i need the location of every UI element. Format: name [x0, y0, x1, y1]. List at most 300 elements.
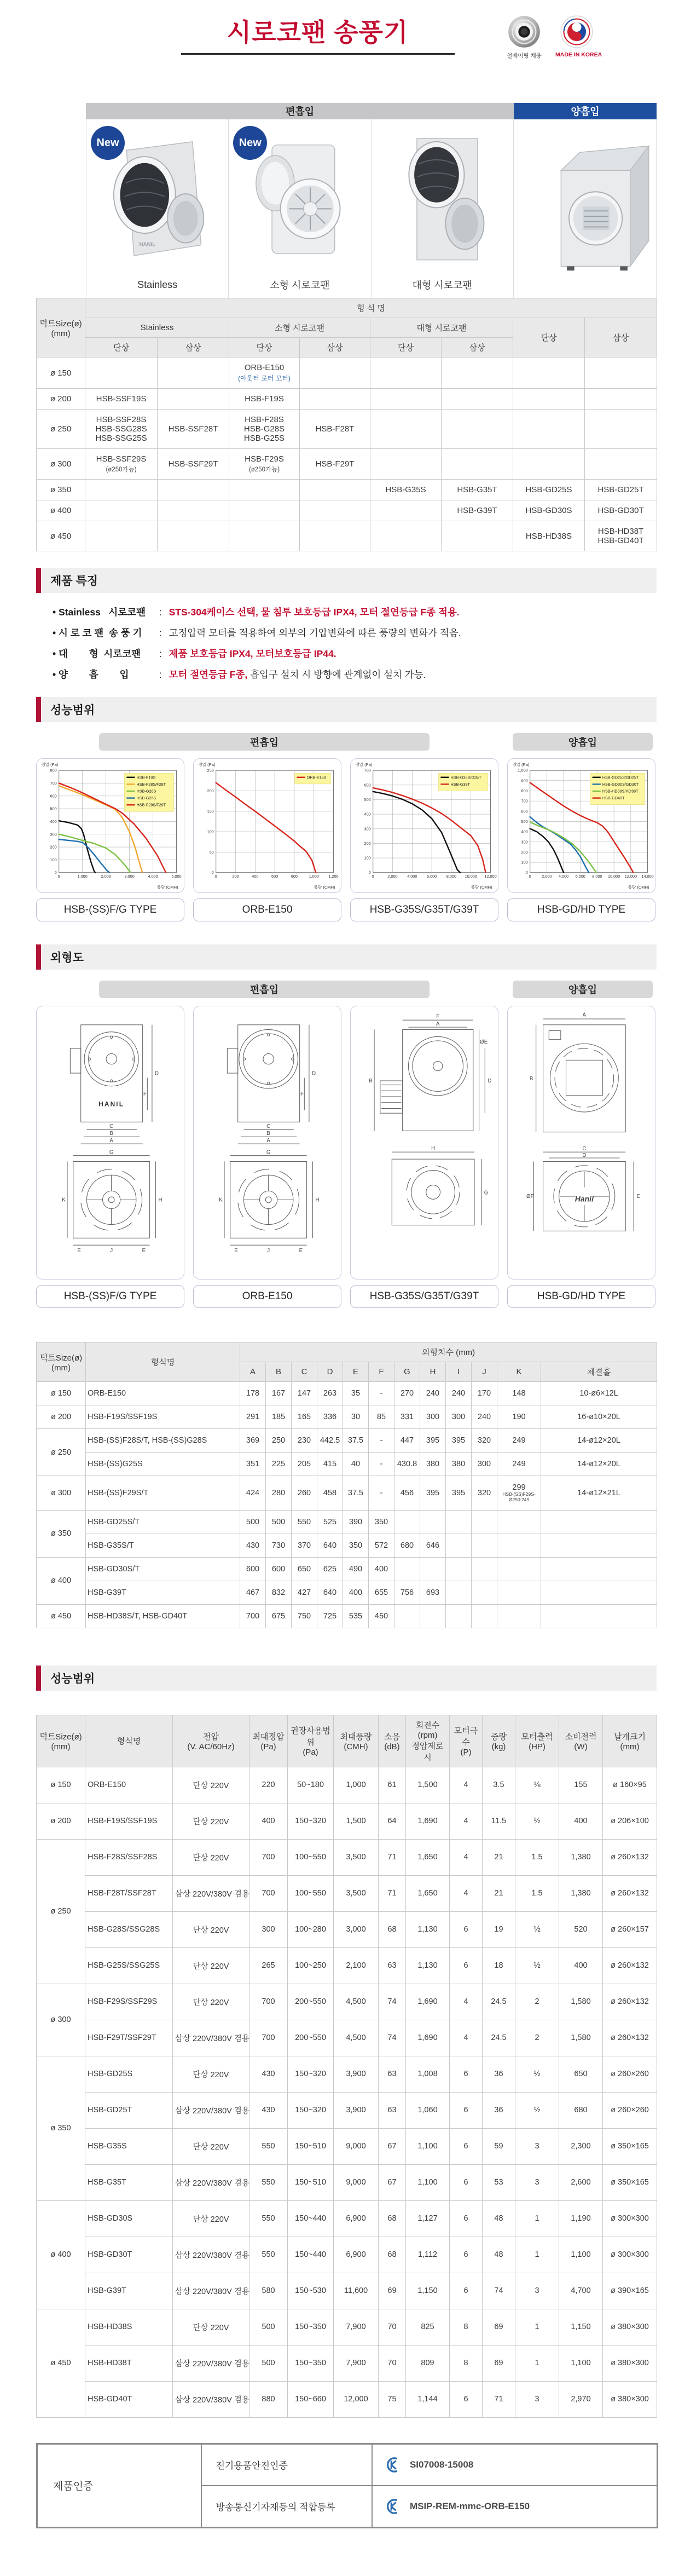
dims-table-cell: 430 — [240, 1534, 266, 1557]
section-accent — [36, 697, 41, 722]
performance-range-section — [0, 697, 679, 921]
svg-text:HSB-GD25S/GD25T: HSB-GD25S/GD25T — [602, 775, 639, 780]
model-table-header-cell: 단상 — [370, 338, 442, 358]
perf-table-cell: 520 — [559, 1911, 603, 1947]
perf-table-cell: HSB-G28S/SSG28S — [85, 1911, 173, 1947]
cert-value — [372, 2486, 658, 2528]
perf-table-cell: 단상 220V — [173, 2200, 249, 2237]
model-table-row — [37, 521, 657, 551]
performance-table — [36, 1715, 657, 2418]
svg-text:600: 600 — [364, 782, 371, 788]
svg-text:0: 0 — [372, 873, 374, 879]
model-table-row — [37, 410, 657, 449]
svg-text:200: 200 — [521, 849, 528, 855]
outline-caption: HSB-(SS)F/G TYPE — [36, 1285, 184, 1308]
perf-table-cell: ½ — [515, 2092, 559, 2128]
perf-table-cell: 1,380 — [559, 1875, 603, 1911]
perf-table-cell: 단상 220V — [173, 1947, 249, 1984]
perf-table-cell: 74 — [379, 1984, 406, 2020]
dims-table-cell: 395 — [420, 1476, 446, 1511]
double-suction-header: 양흡입 — [514, 103, 657, 119]
svg-text:0: 0 — [525, 870, 528, 875]
fan-curve-card — [193, 758, 341, 893]
perf-table-cell: 67 — [379, 2164, 406, 2200]
perf-table-cell: 단상 220V — [173, 1911, 249, 1947]
perf-table-cell: 1,500 — [406, 1767, 450, 1803]
model-table-header-cell: Stainless — [85, 318, 229, 338]
model-table-row — [37, 298, 657, 318]
perf-table-cell: 1.5 — [515, 1839, 559, 1875]
model-table-header-cell: 삼상 — [585, 318, 657, 358]
model-table-cell — [370, 410, 442, 449]
perf-table-cell: 67 — [379, 2128, 406, 2164]
perf-table-cell: 680 — [559, 2092, 603, 2128]
dims-table-cell: HSB-HD38S/T, HSB-GD40T — [86, 1604, 240, 1628]
svg-text:A: A — [266, 1137, 270, 1144]
chart-column — [507, 758, 655, 921]
perf-table-header-cell: 회전수(rpm) 정압제로 시 — [406, 1715, 450, 1767]
outline-caption: ORB-E150 — [193, 1285, 341, 1308]
dims-table-cell: 655 — [369, 1581, 394, 1604]
product-photo — [372, 119, 513, 274]
perf-table-cell: HSB-F29T/SSF29T — [85, 2020, 173, 2056]
svg-text:F: F — [436, 1013, 440, 1019]
model-table-cell: ø 150 — [37, 358, 85, 389]
outline-drawing — [508, 1006, 655, 1279]
outline-panel — [193, 1006, 341, 1280]
perf-table-cell: 74 — [483, 2273, 515, 2309]
perf-table-cell: 1,000 — [334, 1767, 379, 1803]
dims-table-cell: 450 — [369, 1604, 394, 1628]
svg-text:600: 600 — [50, 793, 57, 799]
chart-caption: HSB-GD/HD TYPE — [507, 898, 655, 921]
svg-text:700: 700 — [364, 768, 371, 773]
dims-table-cell: 640 — [317, 1534, 343, 1557]
dims-table-cell: 280 — [266, 1476, 292, 1511]
fan-curve-card — [507, 758, 655, 893]
perf-table-cell: HSB-F19S/SSF19S — [85, 1803, 173, 1839]
model-table-header-cell: 단상 — [229, 338, 300, 358]
product-card — [372, 119, 514, 298]
feature-text: STS-304케이스 선택, 물 침투 보호등급 IPX4, 모터 절연등급 F종 적용. — [169, 607, 460, 618]
svg-text:HSB-F19S: HSB-F19S — [136, 775, 156, 780]
dims-table-cell: HSB-GD25S/T — [86, 1510, 240, 1534]
svg-text:2,000: 2,000 — [542, 873, 552, 879]
perf-table-cell: 3,900 — [334, 2056, 379, 2092]
svg-text:H: H — [158, 1197, 163, 1203]
perf-table-cell: 68 — [379, 2237, 406, 2273]
perf-table-cell: 75 — [379, 2381, 406, 2417]
dims-table-cell: 167 — [266, 1382, 292, 1405]
dims-table-header-cell: J — [472, 1362, 497, 1382]
svg-text:B: B — [109, 1131, 113, 1137]
perf-table-cell: 36 — [483, 2056, 515, 2092]
dims-table-row — [37, 1604, 657, 1628]
svg-text:250: 250 — [207, 768, 214, 773]
perf-table-cell: ø 380×300 — [603, 2309, 657, 2345]
model-table-cell — [85, 480, 158, 500]
svg-text:200: 200 — [364, 840, 371, 846]
model-table-cell: HSB-G39T — [442, 500, 513, 521]
perf-table-cell: 21 — [483, 1839, 515, 1875]
dims-table-cell: ø 300 — [37, 1476, 86, 1511]
dims-table-header-cell: H — [420, 1362, 446, 1382]
svg-text:150: 150 — [207, 809, 214, 814]
svg-text:500: 500 — [364, 797, 371, 802]
perf-table-cell: ø 350×165 — [603, 2164, 657, 2200]
performance-section-bar — [36, 1666, 657, 1691]
perf-table-header-cell: 모터출력 (HP) — [515, 1715, 559, 1767]
feature-item: • 양 흡 입 : 모터 절연등급 F종, 흡입구 설치 시 방향에 관계없이 설치 가능. — [53, 664, 657, 685]
chart-column — [350, 758, 498, 921]
product-gallery-body — [86, 119, 657, 298]
svg-text:HSB-F28S/F28T: HSB-F28S/F28T — [136, 781, 166, 787]
dims-table-cell: 400 — [369, 1557, 394, 1581]
perf-table-cell: 74 — [379, 2020, 406, 2056]
svg-text:정압 (Pa): 정압 (Pa) — [198, 762, 216, 768]
svg-text:D: D — [312, 1070, 316, 1077]
dims-table-header-cell: 체결홀 — [541, 1362, 657, 1382]
svg-text:B: B — [529, 1075, 533, 1082]
perf-table-cell: HSB-GD25S — [85, 2056, 173, 2092]
dims-table-cell: 467 — [240, 1581, 266, 1604]
svg-text:J: J — [110, 1248, 113, 1254]
perf-table-cell: 1,190 — [559, 2200, 603, 2237]
perf-table-cell: 3 — [515, 2273, 559, 2309]
perf-table-cell: 63 — [379, 2056, 406, 2092]
model-table-row — [37, 358, 657, 389]
feature-text: 모터 절연등급 F종, — [169, 669, 248, 680]
performance-range-bar — [36, 697, 657, 722]
perf-table-cell: ø 260×260 — [603, 2092, 657, 2128]
dims-table-cell: 415 — [317, 1453, 343, 1476]
perf-table-cell: 1,580 — [559, 2020, 603, 2056]
fan-curve-card — [350, 758, 498, 893]
outline-drawing — [194, 1006, 341, 1279]
perf-table-row — [37, 2164, 657, 2200]
svg-text:0: 0 — [214, 873, 217, 879]
perf-table-header-cell: 전압 (V. AC/60Hz) — [173, 1715, 249, 1767]
svg-text:100: 100 — [50, 857, 57, 862]
feature-label: • 양 흡 입 — [53, 669, 129, 680]
perf-table-cell: 220 — [249, 1767, 288, 1803]
dims-table-cell: ø 250 — [37, 1429, 86, 1476]
dims-table-cell: 85 — [369, 1405, 394, 1429]
dims-table-cell — [446, 1557, 472, 1581]
perf-table-cell: ø 300×300 — [603, 2237, 657, 2273]
svg-text:14,000: 14,000 — [641, 873, 654, 879]
perf-table-cell: ø 260×132 — [603, 1984, 657, 2020]
model-table-cell: ø 250 — [37, 410, 85, 449]
perf-table-cell: HSB-G35S — [85, 2128, 173, 2164]
perf-table-cell: 2,600 — [559, 2164, 603, 2200]
bearing-logo-caption: 철베어링 채용 — [507, 53, 542, 59]
product-gallery — [86, 103, 657, 298]
dims-table-cell — [541, 1534, 657, 1557]
dims-table-cell: 331 — [394, 1405, 420, 1429]
dims-table-cell: ø 350 — [37, 1510, 86, 1557]
dims-table-row — [37, 1534, 657, 1557]
perf-table-cell: 1,130 — [406, 1911, 450, 1947]
svg-text:4,000: 4,000 — [559, 873, 569, 879]
model-table-row — [37, 500, 657, 521]
model-table-cell — [158, 500, 229, 521]
chart-suction-pills — [36, 733, 657, 751]
model-table-cell: HSB-F29T — [300, 449, 370, 480]
fan-curve-chart — [195, 761, 340, 890]
svg-text:C: C — [582, 1145, 587, 1152]
perf-table-cell: 단상 220V — [173, 1839, 249, 1875]
svg-text:300: 300 — [364, 826, 371, 832]
perf-table-cell: 삼상 220V/380V 겸용 — [173, 2381, 249, 2417]
model-table-cell: HSB-G35S — [370, 480, 442, 500]
svg-text:E: E — [142, 1248, 146, 1254]
dims-table-cell: ORB-E150 — [86, 1382, 240, 1405]
dims-table-cell: 490 — [343, 1557, 369, 1581]
svg-text:0: 0 — [529, 873, 531, 879]
perf-table-cell: ø 300 — [37, 1984, 85, 2056]
perf-table-cell: 삼상 220V/380V 겸용 — [173, 2273, 249, 2309]
perf-table-cell: 69 — [379, 2273, 406, 2309]
model-table-cell: ø 200 — [37, 389, 85, 410]
chart-caption: ORB-E150 — [193, 898, 341, 921]
perf-table-cell: 1 — [515, 2200, 559, 2237]
svg-text:F: F — [300, 1091, 304, 1097]
perf-table-cell: ø 350×165 — [603, 2128, 657, 2164]
dims-table-cell: 350 — [343, 1534, 369, 1557]
dims-table-cell: ø 150 — [37, 1382, 86, 1405]
dims-table-header-cell: 형식명 — [86, 1342, 240, 1382]
perf-table-cell: ø 260×157 — [603, 1911, 657, 1947]
page-header — [0, 0, 679, 87]
perf-table-cell: ø 350 — [37, 2056, 85, 2200]
perf-table-cell: ø 260×260 — [603, 2056, 657, 2092]
section-accent — [36, 944, 41, 970]
dims-table-cell: 390 — [343, 1510, 369, 1534]
svg-text:10,000: 10,000 — [465, 873, 477, 879]
dims-table-cell — [472, 1557, 497, 1581]
perf-table-cell: 68 — [379, 2200, 406, 2237]
perf-table-cell: 1,690 — [406, 1984, 450, 2020]
section-accent — [36, 568, 41, 593]
perf-table-cell: 150~510 — [288, 2164, 334, 2200]
dims-table-cell — [497, 1604, 541, 1628]
perf-table-row — [37, 1947, 657, 1984]
svg-text:800: 800 — [291, 873, 298, 879]
dims-table-header-cell: I — [446, 1362, 472, 1382]
model-table-cell: HSB-F28T — [300, 410, 370, 449]
perf-table-cell: 150~350 — [288, 2345, 334, 2381]
feature-label: • Stainless 시로코팬 — [53, 607, 146, 618]
perf-table-row — [37, 1767, 657, 1803]
dims-table-cell — [420, 1557, 446, 1581]
perf-table-row — [37, 2020, 657, 2056]
perf-table-cell: 48 — [483, 2237, 515, 2273]
dims-table-cell: 424 — [240, 1476, 266, 1511]
perf-table-cell: 19 — [483, 1911, 515, 1947]
svg-text:3,000: 3,000 — [124, 873, 135, 879]
svg-text:ORB-E150: ORB-E150 — [306, 775, 326, 780]
dims-table-cell: - — [369, 1429, 394, 1453]
perf-table-cell: 150~530 — [288, 2273, 334, 2309]
perf-table-cell: ø 250 — [37, 1839, 85, 1984]
perf-table-cell: 500 — [249, 2309, 288, 2345]
new-badge: New — [233, 126, 267, 160]
dims-table-cell: 30 — [343, 1405, 369, 1429]
model-table-cell — [158, 521, 229, 551]
model-table-cell — [229, 480, 300, 500]
outline-panel — [350, 1006, 498, 1280]
dims-table-cell: ø 200 — [37, 1405, 86, 1429]
svg-text:0: 0 — [211, 870, 214, 875]
svg-text:D: D — [582, 1152, 587, 1159]
perf-table-row — [37, 1715, 657, 1767]
svg-text:HSB-HD38S/HD38T: HSB-HD38S/HD38T — [602, 788, 639, 794]
perf-table-cell: 6 — [450, 1947, 483, 1984]
perf-table-cell: ⅛ — [515, 1767, 559, 1803]
perf-table-cell: 825 — [406, 2309, 450, 2345]
dims-table-row — [37, 1429, 657, 1453]
dims-table-row — [37, 1581, 657, 1604]
dims-table-row — [37, 1342, 657, 1362]
dims-table-cell — [394, 1510, 420, 1534]
model-table-cell — [229, 500, 300, 521]
product-card — [514, 119, 656, 298]
dims-table-cell — [541, 1581, 657, 1604]
perf-table-cell: 100~280 — [288, 1911, 334, 1947]
dims-table-cell: 260 — [292, 1476, 317, 1511]
perf-table-cell: 550 — [249, 2200, 288, 2237]
model-table-cell — [300, 480, 370, 500]
perf-table-cell: 880 — [249, 2381, 288, 2417]
perf-table-cell: 53 — [483, 2164, 515, 2200]
perf-table-cell: 4 — [450, 1767, 483, 1803]
dims-table-header-cell: D — [317, 1362, 343, 1382]
dims-table-cell: 270 — [394, 1382, 420, 1405]
perf-table-cell: 6 — [450, 2200, 483, 2237]
svg-text:K: K — [62, 1197, 66, 1203]
bearing-icon — [507, 14, 542, 49]
dimensions-table — [36, 1342, 657, 1628]
svg-text:A: A — [436, 1021, 440, 1027]
svg-text:A: A — [582, 1012, 587, 1018]
svg-text:C: C — [109, 1123, 114, 1130]
bearing-logo — [503, 14, 545, 60]
dims-table-cell: 249 — [497, 1453, 541, 1476]
svg-text:HSB-G28S: HSB-G28S — [136, 788, 156, 794]
perf-table-cell: 3,500 — [334, 1839, 379, 1875]
feature-label: • 대 형 시로코팬 — [53, 648, 141, 659]
cert-value — [372, 2444, 658, 2486]
dims-table-cell: 35 — [343, 1382, 369, 1405]
perf-table-cell: 1,150 — [406, 2273, 450, 2309]
svg-text:100: 100 — [364, 855, 371, 861]
svg-text:6,000: 6,000 — [575, 873, 585, 879]
dims-table-cell: 291 — [240, 1405, 266, 1429]
dims-table-cell: 693 — [420, 1581, 446, 1604]
perf-table-cell: 150~320 — [288, 2056, 334, 2092]
dims-table-row — [37, 1476, 657, 1511]
perf-table-cell: ø 150 — [37, 1767, 85, 1803]
dims-table-cell — [446, 1534, 472, 1557]
perf-table-cell: 1,130 — [406, 1947, 450, 1984]
svg-text:H: H — [431, 1145, 436, 1151]
svg-text:HSB-GD30S/GD30T: HSB-GD30S/GD30T — [602, 781, 639, 787]
dims-table-cell — [472, 1510, 497, 1534]
perf-table-cell: 300 — [249, 1911, 288, 1947]
model-table-cell — [585, 449, 657, 480]
perf-table-row — [37, 2273, 657, 2309]
outline-caption: HSB-GD/HD TYPE — [507, 1285, 655, 1308]
dims-table-row — [37, 1453, 657, 1476]
svg-text:HANIL: HANIL — [139, 241, 156, 248]
dims-table-cell — [472, 1534, 497, 1557]
perf-table-cell: 1,112 — [406, 2237, 450, 2273]
dims-table-cell: 640 — [317, 1581, 343, 1604]
svg-text:E: E — [636, 1194, 641, 1200]
model-table-cell: ORB-E150 (아웃터 로터 모터) — [229, 358, 300, 389]
svg-text:풍량 (CMH): 풍량 (CMH) — [471, 884, 492, 890]
perf-table-cell: 150~350 — [288, 2309, 334, 2345]
dims-table-cell — [497, 1534, 541, 1557]
dims-table-cell: 430.8 — [394, 1453, 420, 1476]
model-table-header-cell: 소형 시로코팬 — [229, 318, 370, 338]
dims-table-cell: ø 400 — [37, 1557, 86, 1604]
perf-table-cell: 1,100 — [559, 2345, 603, 2381]
perf-table-row — [37, 1984, 657, 2020]
svg-text:4,000: 4,000 — [148, 873, 158, 879]
cert-number: SI07008-15008 — [409, 2459, 474, 2470]
perf-table-cell: 단상 220V — [173, 1803, 249, 1839]
model-table-cell — [442, 449, 513, 480]
perf-table-cell: 6,900 — [334, 2237, 379, 2273]
model-table-cell — [229, 521, 300, 551]
feature-list — [53, 602, 657, 685]
dims-table-cell: 185 — [266, 1405, 292, 1429]
model-table-cell — [442, 358, 513, 389]
perf-table-cell: 1,100 — [559, 2237, 603, 2273]
single-suction-header: 편흡입 — [86, 103, 514, 119]
model-table-header-cell: 단상 — [513, 318, 585, 358]
dims-table-cell: 148 — [497, 1382, 541, 1405]
dims-table-cell: 750 — [292, 1604, 317, 1628]
perf-table-cell: 9,000 — [334, 2164, 379, 2200]
model-table-cell: ø 400 — [37, 500, 85, 521]
svg-text:100: 100 — [207, 829, 214, 834]
perf-table-cell: 6 — [450, 2273, 483, 2309]
dims-table-cell: 646 — [420, 1534, 446, 1557]
model-table-cell — [370, 449, 442, 480]
svg-text:4,000: 4,000 — [407, 873, 417, 879]
svg-text:1,200: 1,200 — [328, 873, 339, 879]
perf-table-cell: 1,127 — [406, 2200, 450, 2237]
model-table-cell — [370, 389, 442, 410]
perf-table-cell: ½ — [515, 1803, 559, 1839]
section-title: 성능범위 — [50, 704, 95, 717]
svg-text:300: 300 — [521, 839, 528, 845]
perf-table-cell: 1,060 — [406, 2092, 450, 2128]
svg-text:400: 400 — [364, 811, 371, 817]
perf-table-cell: 64 — [379, 1803, 406, 1839]
perf-table-header-cell: 날개크기 (mm) — [603, 1715, 657, 1767]
model-table-header-cell: 삼상 — [158, 338, 229, 358]
model-table-cell: HSB-HD38S — [513, 521, 585, 551]
feature-item: • Stainless 시로코팬 : STS-304케이스 선택, 물 침투 보호등급 IPX4, 모터 절연등급 F종 적용. — [53, 602, 657, 623]
perf-table-row — [37, 2128, 657, 2164]
chart-row — [36, 758, 657, 921]
dims-table-header-cell: 덕트Size(ø) (mm) — [37, 1342, 86, 1382]
svg-text:400: 400 — [252, 873, 259, 879]
